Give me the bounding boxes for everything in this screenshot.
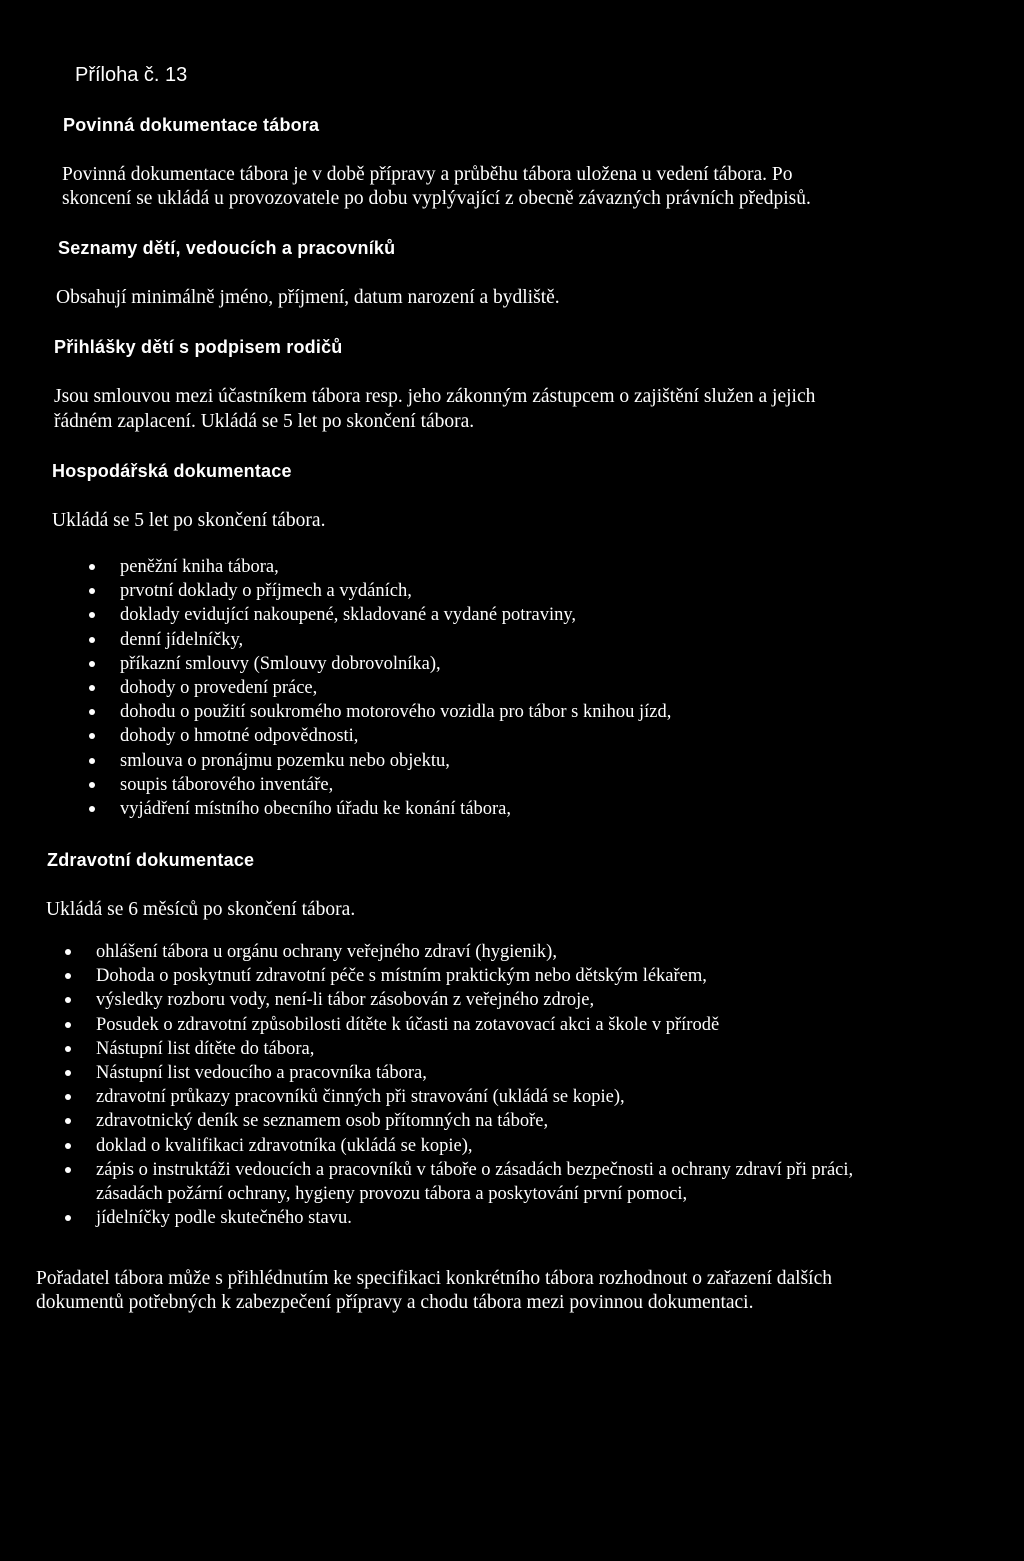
closing-line-1: Pořadatel tábora může s přihlédnutím ke specifikaci konkrétního tábora rozhodnout o zařazení dalších: [36, 1268, 832, 1289]
section-text-lists: Obsahují minimálně jméno, příjmení, datum narození a bydliště.: [56, 287, 560, 308]
list-item: soupis táborového inventáře,: [120, 773, 671, 797]
list-item: jídelníčky podle skutečného stavu.: [96, 1206, 886, 1230]
intro-line-1: Povinná dokumentace tábora je v době přípravy a průběhu tábora uložena u vedení tábora. Po: [62, 164, 793, 185]
section-text-economic: Ukládá se 5 let po skončení tábora.: [52, 510, 326, 531]
list-item: prvotní doklady o příjmech a vydáních,: [120, 579, 671, 603]
list-item: dohody o provedení práce,: [120, 676, 671, 700]
section-heading-applications: Přihlášky dětí s podpisem rodičů: [54, 337, 343, 357]
bullet-icon: [89, 564, 95, 570]
section-heading-economic: Hospodářská dokumentace: [52, 461, 292, 481]
list-item: doklady evidující nakoupené, skladované a vydané potraviny,: [120, 603, 671, 627]
bullet-icon: [65, 1167, 71, 1173]
list-item: denní jídelníčky,: [120, 628, 671, 652]
list-item: dohodu o použití soukromého motorového vozidla pro tábor s knihou jízd,: [120, 700, 671, 724]
list-item: zdravotnický deník se seznamem osob přítomných na táboře,: [96, 1109, 886, 1133]
bullet-icon: [89, 637, 95, 643]
list-item: dohody o hmotné odpovědnosti,: [120, 724, 671, 748]
bullet-icon: [89, 733, 95, 739]
bullet-icon: [65, 1143, 71, 1149]
list-item: vyjádření místního obecního úřadu ke konání tábora,: [120, 797, 671, 821]
economic-documents-list: [120, 555, 671, 821]
list-item: zápis o instruktáži vedoucích a pracovníků v táboře o zásadách bezpečnosti a ochrany zdraví při práci, zásadách požární ochrany, hygieny provozu tábora a poskytování první pomoci,: [96, 1158, 886, 1206]
list-item: Posudek o zdravotní způsobilosti dítěte k účasti na zotavovací akci a škole v přírodě: [96, 1013, 886, 1037]
bullet-icon: [65, 997, 71, 1003]
document-title: Povinná dokumentace tábora: [63, 115, 320, 135]
list-item: ohlášení tábora u orgánu ochrany veřejného zdraví (hygienik),: [96, 940, 886, 964]
bullet-icon: [65, 1046, 71, 1052]
bullet-icon: [65, 949, 71, 955]
bullet-icon: [89, 758, 95, 764]
closing-line-2: dokumentů potřebných k zabezpečení přípravy a chodu tábora mezi povinnou dokumentaci.: [36, 1292, 754, 1313]
list-item: peněžní kniha tábora,: [120, 555, 671, 579]
attachment-label: Příloha č. 13: [75, 64, 188, 86]
list-item: Dohoda o poskytnutí zdravotní péče s místním praktickým nebo dětským lékařem,: [96, 964, 886, 988]
list-item: doklad o kvalifikaci zdravotníka (ukládá se kopie),: [96, 1134, 886, 1158]
list-item: výsledky rozboru vody, není-li tábor zásobován z veřejného zdroje,: [96, 988, 886, 1012]
bullet-icon: [89, 782, 95, 788]
bullet-icon: [89, 806, 95, 812]
list-item: Nástupní list vedoucího a pracovníka tábora,: [96, 1061, 886, 1085]
bullet-icon: [65, 1022, 71, 1028]
section-heading-lists: Seznamy dětí, vedoucích a pracovníků: [58, 238, 396, 258]
bullet-icon: [65, 1094, 71, 1100]
bullet-icon: [65, 1070, 71, 1076]
bullet-icon: [65, 1215, 71, 1221]
bullet-icon: [89, 685, 95, 691]
section-heading-health: Zdravotní dokumentace: [47, 850, 255, 870]
intro-line-2: skoncení se ukládá u provozovatele po dobu vyplývající z obecně závazných právních předpisů.: [62, 188, 811, 209]
list-item: zdravotní průkazy pracovníků činných při stravování (ukládá se kopie),: [96, 1085, 886, 1109]
health-documents-list: [96, 940, 886, 1230]
bullet-icon: [89, 661, 95, 667]
bullet-icon: [65, 973, 71, 979]
bullet-icon: [89, 612, 95, 618]
bullet-icon: [89, 588, 95, 594]
list-item: Nástupní list dítěte do tábora,: [96, 1037, 886, 1061]
bullet-icon: [89, 709, 95, 715]
list-item: smlouva o pronájmu pozemku nebo objektu,: [120, 749, 671, 773]
section-text-applications-2: řádném zaplacení. Ukládá se 5 let po skončení tábora.: [54, 411, 475, 432]
bullet-icon: [65, 1118, 71, 1124]
section-text-applications-1: Jsou smlouvou mezi účastníkem tábora resp. jeho zákonným zástupcem o zajištění služen a jejich: [54, 386, 816, 407]
section-text-health: Ukládá se 6 měsíců po skončení tábora.: [46, 899, 356, 920]
list-item: příkazní smlouvy (Smlouvy dobrovolníka),: [120, 652, 671, 676]
